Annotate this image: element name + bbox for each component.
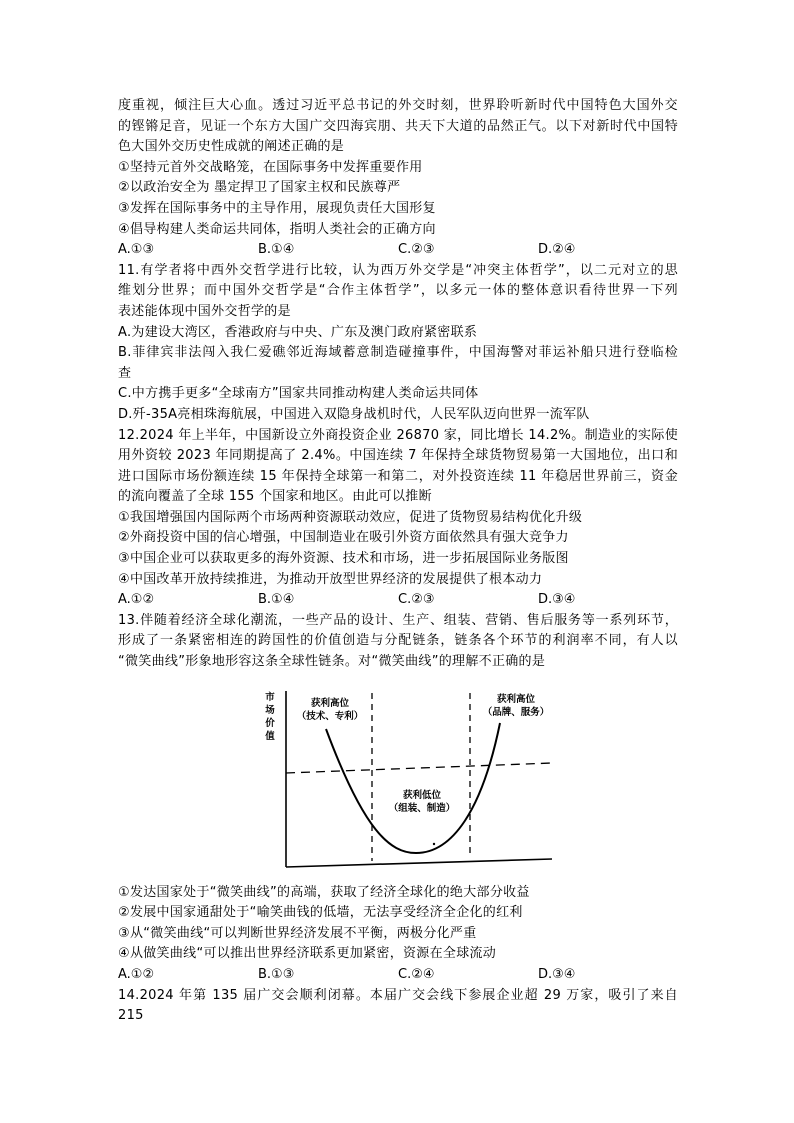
q11-option-b[interactable]: B.菲律宾非法闯入我仁爱礁邻近海域蓄意制造碰撞事件，中国海警对菲运补船只进行登临检 <box>118 345 678 361</box>
q13-option-b[interactable]: B.①③ <box>258 967 295 982</box>
q10-options <box>118 240 678 261</box>
q13-item-1: ①发达国家处于“微笑曲线”的高端，获取了经济全球化的绝大部分收益 <box>118 884 530 900</box>
reference-dashed-line <box>286 763 552 773</box>
q12-item-3: ③中国企业可以获取更多的海外资源、技术和市场，进一步拓展国际业务版图 <box>118 551 569 567</box>
q12-options <box>118 590 678 611</box>
y-axis-char-1: 市 <box>265 691 275 703</box>
q10-item-2: ②以政治安全为 墨定捍卫了国家主权和民族尊严 <box>118 180 401 196</box>
left-high-label <box>290 697 370 723</box>
q12-option-c[interactable]: C.②③ <box>398 592 435 608</box>
q10-line-1: 度重视，倾注巨大心血。透过习近平总书记的外交时刻，世界聆听新时代中国特色大国外交 <box>118 98 678 113</box>
right-high-label <box>474 693 558 719</box>
bottom-low-sub: （组装、制造） <box>388 802 456 814</box>
q10-item-1: ①坚持元首外交战略笼，在国际事务中发挥重要作用 <box>118 159 423 175</box>
q12-option-b[interactable]: B.①④ <box>258 592 295 608</box>
q13-option-d[interactable]: D.③④ <box>538 967 576 982</box>
q12-line-2: 用外资较 2023 年同期提高了 2.4%。中国连续 7 年保持全球货物贸易第一大国地位，出口和 <box>118 448 678 464</box>
q13-item-2: ②发展中国家通甜处于“喻笑曲钱的低墙，无法享受经济全企化的红利 <box>118 905 523 921</box>
q12-items <box>118 508 678 590</box>
q10-option-c[interactable]: C.②③ <box>398 242 435 258</box>
q10-item-3: ③发挥在国际事务中的主导作用，展现负责任大国形复 <box>118 200 436 216</box>
q12-option-a[interactable]: A.①② <box>118 592 155 608</box>
q14-stem <box>118 986 678 1027</box>
q10-stem <box>118 96 678 158</box>
q11-stem <box>118 261 678 323</box>
q13-option-c[interactable]: C.②④ <box>398 967 435 982</box>
bottom-low-title: 获利低位 <box>402 789 441 801</box>
q10-option-a[interactable]: A.①③ <box>118 242 155 258</box>
q13-line-2: 形成了一条紧密相连的跨国性的价值创造与分配链条，链条各个环节的利润率不同，有人以 <box>118 633 678 649</box>
q13-option-a[interactable]: A.①② <box>118 967 155 982</box>
q11-options <box>118 323 678 426</box>
smile-curve <box>326 723 500 853</box>
q12-item-4: ④中国改革开放持续推进，为推动开放型世界经济的发展提供了根本动力 <box>118 571 543 587</box>
q11-line-1: 11.有学者将中西外交哲学进行比较，认为西万外交学是“冲突主体哲学”，以二元对立的思 <box>118 262 678 278</box>
y-axis-char-4: 值 <box>265 730 275 742</box>
document-page <box>118 96 678 1027</box>
q12-line-3: 进口国际市场份额连续 15 年保持全球第一和第二，对外投资连续 11 年稳居世界前三，资金 <box>118 468 678 484</box>
q13-items <box>118 883 678 965</box>
y-axis-label <box>263 691 277 743</box>
q10-line-3: 色大国外交历史性成就的阐述正确的是 <box>118 139 345 155</box>
q12-line-1: 12.2024 年上半年，中国新设立外商投资企业 26870 家，同比增长 14.2%。制造业的实际使 <box>118 427 678 443</box>
q13-item-3: ③从“微笑曲线“可以判断世界经济发展不平衡，两极分化严重 <box>118 925 477 941</box>
q10-line-2: 的铿锵足音，见证一个东方大国广交四海宾朋、共天下大道的品然正气。以下对新时代中国特 <box>118 118 678 134</box>
q11-option-d[interactable]: D.歼-35A亮相珠海航展，中国进入双隐身战机时代，人民军队迈向世界一流军队 <box>118 406 590 422</box>
q12-line-4: 的流向覆盖了全球 155 个国家和地区。由此可以推断 <box>118 489 432 505</box>
left-high-title: 获利高位 <box>310 697 349 709</box>
right-high-title: 获利高位 <box>496 693 535 705</box>
left-high-sub: （技术、专利） <box>296 710 364 722</box>
q11-line-2: 维划分世界；而中国外交哲学是“合作主体哲学”，以多元一体的整体意识看待世界一下列 <box>118 283 678 299</box>
right-high-sub: （品牌、服务） <box>482 706 550 718</box>
curve-dot <box>433 842 435 844</box>
y-axis-char-2: 场 <box>265 704 275 716</box>
bottom-low-label <box>378 789 466 815</box>
q13-stem <box>118 611 678 673</box>
q10-option-b[interactable]: B.①④ <box>258 242 295 258</box>
q10-item-4: ④倡导构建人类命运共同体，指明人类社会的正确方向 <box>118 221 436 237</box>
q11-option-b-cont[interactable]: 查 <box>118 365 132 381</box>
q11-option-c[interactable]: C.中方携手更多“全球南方”国家共同推动构建人类命运共同体 <box>118 386 479 402</box>
q12-item-1: ①我国增强国内国际两个市场两种资源联动效应，促进了货物贸易结构优化升级 <box>118 509 583 525</box>
q13-line-1: 13.伴随着经济全球化潮流，一些产品的设计、生产、组装、营销、售后服务等一系列环节， <box>118 612 678 628</box>
q12-option-d[interactable]: D.③④ <box>538 592 576 608</box>
q10-items <box>118 158 678 240</box>
q11-option-a[interactable]: A.为建设大湾区，香港政府与中央、广东及澳门政府紧密联系 <box>118 324 478 340</box>
q14-line-1: 14.2024 年第 135 届广交会顺利闭幕。本届广交会线下参展企业超 29 万家，吸引了来自 215 <box>118 987 678 1024</box>
q11-line-3: 表述能体现中国外交哲学的是 <box>118 303 291 319</box>
q12-stem <box>118 426 678 508</box>
q13-options <box>118 965 678 986</box>
q10-option-d[interactable]: D.②④ <box>538 242 576 258</box>
x-axis <box>286 859 552 867</box>
q13-item-4: ④从做笑曲线“可以推出世界经济联系更加紧密，资源在全球流动 <box>118 946 497 962</box>
q12-item-2: ②外商投资中国的信心增强，中国制造业在吸引外资方面依然具有强大竞争力 <box>118 530 569 546</box>
q13-line-3: “微笑曲线”形象地形容这条全球性链条。对“微笑曲线”的理解不正确的是 <box>118 654 546 670</box>
y-axis-char-3: 价 <box>265 717 275 729</box>
smile-curve-chart <box>260 681 560 881</box>
